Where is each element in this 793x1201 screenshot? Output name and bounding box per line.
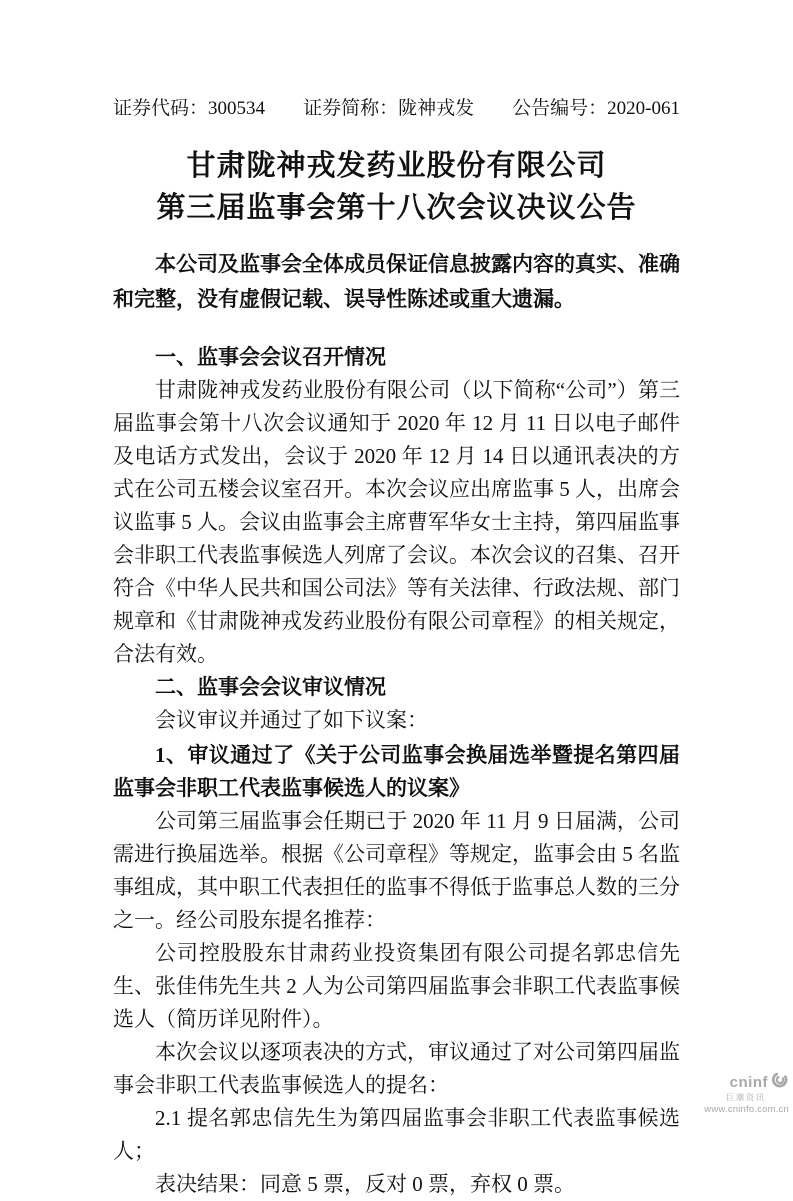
- stock-abbr: 证券简称：陇神戎发: [303, 98, 475, 119]
- cninfo-brand-row: [669, 1072, 789, 1092]
- document-title-line1: 甘肃陇神戎发药业股份有限公司: [186, 150, 607, 182]
- section1-heading: 一、监事会会议召开情况: [155, 345, 386, 369]
- cninfo-logo: [669, 1072, 789, 1115]
- document-title: [113, 145, 680, 229]
- section2-paragraph-3: 本次会议以逐项表决的方式，审议通过了对公司第四届监事会非职工代表监事候选人的提名：: [113, 1040, 680, 1097]
- section2-paragraph-2: 公司控股股东甘肃药业投资集团有限公司提名郭忠信先生、张佳伟先生共 2 人为公司第四届监事会非职工代表监事候选人（简历详见附件）。: [113, 941, 680, 1031]
- vote-result: 表决结果：同意 5 票，反对 0 票，弃权 0 票。: [155, 1172, 575, 1196]
- cninfo-chinese-name: 巨潮资讯: [726, 1093, 766, 1102]
- resolution-item1-title: 1、审议通过了《关于公司监事会换届选举暨提名第四届监事会非职工代表监事候选人的议案》: [113, 743, 680, 800]
- announcement-number: 公告编号：2020-061: [512, 98, 680, 119]
- stock-code: 证券代码：300534: [113, 98, 266, 119]
- nomination-item-2-1: 2.1 提名郭忠信先生为第四届监事会非职工代表监事候选人；: [113, 1106, 680, 1163]
- document-title-line2: 第三届监事会第十八次会议决议公告: [156, 192, 637, 224]
- section2-paragraph-1: 公司第三届监事会任期已于 2020 年 11 月 9 日届满，公司需进行换届选举。根据《公司章程》等规定，监事会由 5 名监事组成，其中职工代表担任的监事不得低于监事总人数的三分之一。经公司股东提名推荐：: [113, 809, 680, 932]
- disclaimer-statement: 本公司及监事会全体成员保证信息披露内容的真实、准确和完整，没有虚假记载、误导性陈述或重大遗漏。: [113, 252, 680, 311]
- cninfo-brand-text: cninf: [729, 1073, 768, 1091]
- document-header: [113, 95, 680, 123]
- section2-intro: 会议审议并通过了如下议案：: [155, 708, 428, 732]
- cninfo-url: www.cninfo.com.cn: [704, 1104, 789, 1115]
- document-page: [113, 95, 680, 1201]
- section2-heading: 二、监事会会议审议情况: [155, 675, 386, 699]
- section1-paragraph: 甘肃陇神戎发药业股份有限公司（以下简称“公司”）第三届监事会第十八次会议通知于 2020 年 12 月 11 日以电子邮件及电话方式发出，会议于 2020 年 12 月 14 日以通讯表决的方式在公司五楼会议室召开。本次会议应出席监事 5 人，出席会议监事 5 人。会议由监事会主席曹军华女士主持，第四届监事会非职工代表监事候选人列席了会议。本次会议的召集、召开符合《中华人民共和国公司法》等有关法律、行政法规、部门规章和《甘肃陇神戎发药业股份有限公司章程》的相关规定，合法有效。: [113, 378, 681, 666]
- cninfo-swirl-icon: [770, 1072, 789, 1092]
